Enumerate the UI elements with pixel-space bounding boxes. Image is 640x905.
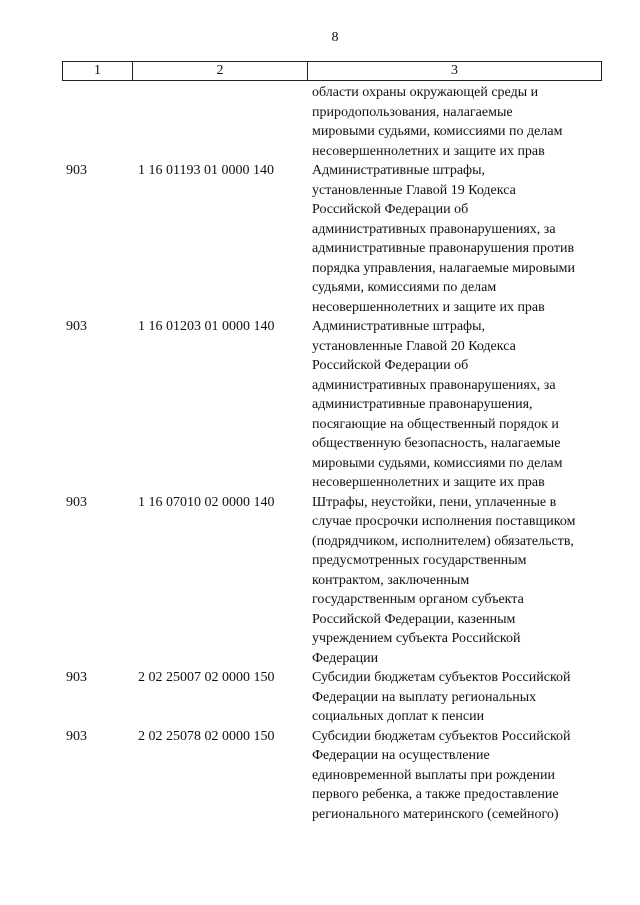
description-line: государственным органом субъекта [312, 592, 524, 607]
admin-code: 903 [66, 728, 87, 744]
revenue-description [312, 727, 612, 825]
description-line: регионального материнского (семейного) [312, 806, 559, 822]
admin-code: 903 [66, 319, 87, 334]
budget-classification-code: 1 16 01193 01 0000 140 [138, 163, 274, 178]
revenue-description [312, 83, 612, 161]
description-line: установленные Главой 20 Кодекса [312, 338, 516, 354]
header-col-3: 3 [307, 62, 601, 80]
description-line: Административные штрафы, [312, 319, 486, 334]
description-line: области охраны окружающей среды и [312, 85, 539, 100]
description-line: Административные штрафы, [312, 163, 486, 178]
revenue-description [312, 161, 612, 317]
description-line: первого ребенка, а также предоставление [312, 787, 559, 802]
revenue-description [312, 317, 612, 493]
description-line: социальных доплат к пенсии [312, 709, 485, 724]
budget-classification-code: 1 16 07010 02 0000 140 [138, 494, 275, 510]
description-line: административных правонарушениях, за [312, 377, 556, 393]
description-line: Штрафы, неустойки, пени, уплаченные в [312, 494, 557, 510]
description-line: посягающие на общественный порядок и [312, 416, 559, 432]
description-line: административных правонарушениях, за [312, 221, 556, 237]
description-line: случае просрочки исполнения поставщиком [312, 514, 576, 529]
description-line: мировыми судьями, комиссиями по делам [312, 455, 563, 471]
description-line: Российской Федерации об [312, 358, 469, 373]
table-body [0, 83, 640, 824]
description-line: несовершеннолетних и защите их прав [312, 143, 545, 159]
revenue-description [312, 493, 612, 669]
admin-code: 903 [66, 670, 87, 685]
description-line: Федерации на выплату региональных [312, 689, 537, 705]
table-row [0, 83, 640, 161]
description-line: административные правонарушения против [312, 241, 575, 256]
admin-code: 903 [66, 494, 87, 510]
description-line: контрактом, заключенным [312, 572, 470, 588]
budget-classification-code: 2 02 25007 02 0000 150 [138, 670, 275, 685]
budget-classification-code: 2 02 25078 02 0000 150 [138, 728, 275, 744]
page-number: 8 [331, 30, 339, 45]
description-line: природопользования, налагаемые [312, 104, 513, 120]
description-line: единовременной выплаты при рождении [312, 767, 556, 783]
description-line: установленные Главой 19 Кодекса [312, 182, 516, 198]
header-col-1: 1 [94, 63, 101, 78]
table-row [0, 668, 640, 727]
revenue-description [312, 668, 612, 727]
description-line: Субсидии бюджетам субъектов Российской [312, 728, 571, 744]
description-line: Российской Федерации, казенным [312, 611, 516, 627]
description-line: учреждением субъекта Российской [312, 631, 521, 646]
description-line: (подрядчиком, исполнителем) обязательств, [312, 533, 574, 549]
description-line: Федерации [312, 650, 379, 666]
description-line: порядка управления, налагаемые мировыми [312, 260, 576, 276]
description-line: общественную безопасность, налагаемые [312, 436, 561, 451]
header-col-2: 2 [132, 62, 307, 80]
admin-code: 903 [66, 163, 87, 178]
table-row [0, 727, 640, 825]
description-line: судьями, комиссиями по делам [312, 280, 497, 295]
description-line: Российской Федерации об [312, 202, 469, 217]
description-line: Субсидии бюджетам субъектов Российской [312, 670, 571, 685]
table-row [0, 493, 640, 669]
description-line: Федерации на осуществление [312, 748, 490, 763]
table-row [0, 317, 640, 493]
description-line: несовершеннолетних и защите их прав [312, 475, 545, 490]
description-line: мировыми судьями, комиссиями по делам [312, 124, 563, 139]
budget-classification-code: 1 16 01203 01 0000 140 [138, 319, 275, 334]
description-line: административные правонарушения, [312, 397, 533, 412]
description-line: несовершеннолетних и защите их прав [312, 299, 545, 315]
table-row [0, 161, 640, 317]
table-header [62, 61, 602, 81]
description-line: предусмотренных государственным [312, 553, 527, 568]
